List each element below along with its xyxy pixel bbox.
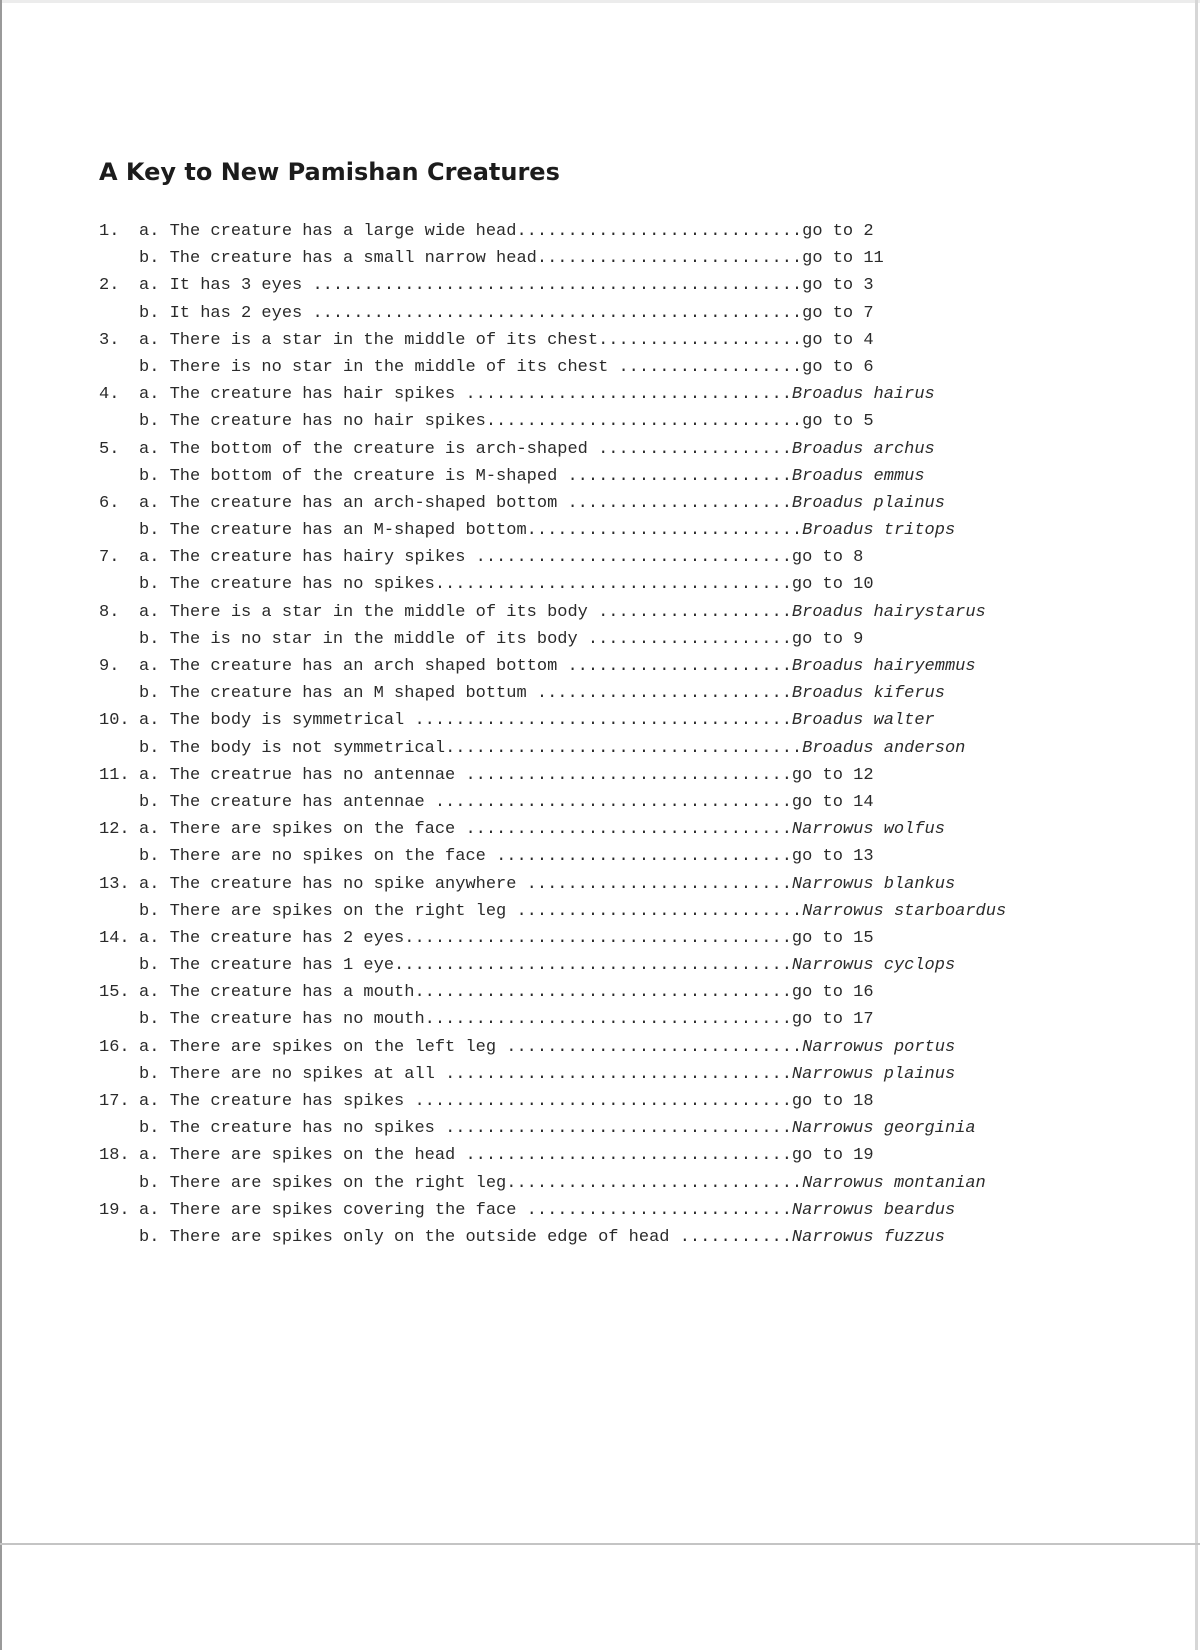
key-line-10a: [99, 707, 1006, 734]
dot-leader: .............................: [506, 1037, 803, 1057]
key-step-number: [99, 517, 139, 544]
key-line-15a: [99, 979, 1006, 1006]
key-line-12b: [99, 843, 1006, 870]
go-to-step: go to 16: [791, 983, 874, 1003]
key-step-number: [99, 789, 139, 816]
dot-leader: ...........................: [526, 521, 803, 541]
key-line-7b: [99, 571, 1006, 598]
species-name: Broadus hairus: [791, 385, 935, 405]
species-name: Narrowus beardus: [791, 1200, 956, 1220]
key-step-number: 4.: [99, 385, 120, 405]
key-line-11b: [99, 789, 1006, 816]
key-line-7a: [99, 544, 1006, 571]
key-option-text: b. The creature has an M shaped bottum: [139, 684, 537, 704]
key-option-text: b. There are no spikes at all: [139, 1064, 446, 1084]
key-step-number: [99, 1224, 139, 1251]
go-to-step: go to 14: [791, 792, 874, 812]
key-line-10b: [99, 735, 1006, 762]
dot-leader: ...............................: [475, 548, 792, 568]
key-option-text: a. There is a star in the middle of its body: [139, 602, 599, 622]
key-step-number: 12.: [99, 820, 130, 840]
key-step-number: 3.: [99, 330, 120, 350]
key-step-number: [99, 1061, 139, 1088]
key-line-18a: [99, 1142, 1006, 1169]
key-line-17b: [99, 1115, 1006, 1142]
key-line-19b: [99, 1224, 1006, 1251]
key-option-text: a. The creature has an arch shaped bottom: [139, 657, 568, 676]
key-option-text: b. The creature has no spikes: [139, 575, 435, 595]
species-name: Narrowus montanian: [802, 1173, 986, 1193]
species-name: Narrowus blankus: [791, 874, 956, 894]
go-to-step: go to 17: [791, 1010, 874, 1030]
key-option-text: b. It has 2 eyes: [139, 303, 313, 323]
key-step-number: [99, 408, 139, 435]
species-name: Broadus kiferus: [791, 684, 945, 704]
key-option-text: a. The creature has hairy spikes: [139, 548, 476, 568]
key-line-14b: [99, 952, 1006, 979]
dot-leader: ................................................: [312, 276, 803, 296]
species-name: Narrowus starboardus: [802, 901, 1007, 921]
go-to-step: go to 4: [802, 330, 874, 350]
key-step-number: 18.: [99, 1146, 130, 1166]
dot-leader: ....................: [598, 330, 803, 350]
key-option-text: b. The bottom of the creature is M-shaped: [139, 466, 568, 486]
dot-leader: ..................................: [445, 1119, 792, 1139]
key-line-16a: [99, 1034, 1006, 1061]
go-to-step: go to 5: [802, 412, 874, 432]
dot-leader: ................................................: [312, 303, 803, 323]
scan-edge-top: [0, 0, 1200, 3]
dot-leader: ...................: [598, 439, 792, 459]
key-option-text: a. It has 3 eyes: [139, 276, 313, 296]
key-option-text: b. There are spikes only on the outside edge of head: [139, 1227, 680, 1247]
dot-leader: .........................: [536, 684, 792, 704]
key-step-number: 6.: [99, 493, 120, 513]
key-step-number: [99, 1170, 139, 1197]
dot-leader: ...................................: [445, 738, 803, 758]
key-option-text: a. The bottom of the creature is arch-shaped: [139, 439, 599, 459]
key-line-13b: [99, 898, 1006, 925]
dot-leader: .............................: [496, 847, 792, 867]
dot-leader: ..................................: [445, 1064, 792, 1084]
go-to-step: go to 3: [802, 276, 874, 296]
dot-leader: ...................: [598, 602, 792, 622]
key-step-number: 19.: [99, 1200, 130, 1220]
key-line-14a: [99, 925, 1006, 952]
dot-leader: ......................: [567, 657, 792, 676]
dot-leader: .....................................: [414, 711, 792, 731]
species-name: Broadus plainus: [791, 493, 945, 513]
dot-leader: ...............................: [485, 412, 803, 432]
key-option-text: b. The creature has no hair spikes: [139, 412, 486, 432]
dot-leader: ....................: [587, 629, 792, 649]
dot-leader: ..........................: [526, 874, 792, 894]
key-option-text: a. The creature has hair spikes: [139, 385, 466, 405]
dot-leader: ......................: [567, 466, 792, 486]
key-step-number: [99, 680, 139, 707]
key-option-text: a. There is a star in the middle of its chest: [139, 330, 599, 350]
dot-leader: ............................: [516, 901, 803, 921]
key-step-number: [99, 735, 139, 762]
key-line-16b: [99, 1061, 1006, 1088]
key-step-number: 17.: [99, 1092, 130, 1111]
key-option-text: b. There is no star in the middle of its chest: [139, 357, 619, 377]
key-option-text: b. The creature has 1 eye: [139, 956, 395, 976]
document-title: A Key to New Pamishan Creatures: [99, 158, 560, 186]
key-line-2a: [99, 272, 1006, 299]
key-option-text: a. There are spikes on the left leg: [139, 1037, 507, 1057]
species-name: Narrowus cyclops: [791, 956, 956, 976]
key-step-number: 14.: [99, 928, 130, 948]
dot-leader: ..........................: [526, 1200, 792, 1220]
species-name: Broadus emmus: [791, 466, 925, 486]
key-line-8a: [99, 599, 1006, 626]
key-line-11a: [99, 762, 1006, 789]
key-step-number: 8.: [99, 602, 120, 622]
key-option-text: b. The creature has an M-shaped bottom: [139, 521, 527, 541]
key-step-number: [99, 245, 139, 272]
key-line-9a: [99, 653, 1006, 680]
scan-edge-right: [1195, 0, 1198, 1650]
species-name: Broadus tritops: [802, 521, 956, 541]
key-option-text: a. There are spikes on the head: [139, 1146, 466, 1166]
dot-leader: ................................: [465, 765, 792, 785]
key-line-18b: [99, 1170, 1006, 1197]
key-option-text: a. The creature has an arch-shaped bottom: [139, 493, 568, 513]
key-option-text: b. The creature has antennae: [139, 792, 435, 812]
key-line-4a: [99, 381, 1006, 408]
species-name: Broadus walter: [791, 711, 935, 731]
species-name: Narrowus georginia: [791, 1119, 976, 1139]
key-option-text: b. There are no spikes on the face: [139, 847, 497, 867]
key-option-text: b. There are spikes on the right leg: [139, 901, 517, 921]
dot-leader: ...................................: [434, 792, 792, 812]
key-step-number: [99, 952, 139, 979]
key-line-17a: [99, 1088, 1006, 1115]
scan-edge-left: [0, 0, 2, 1650]
key-option-text: b. The body is not symmetrical: [139, 738, 446, 758]
go-to-step: go to 6: [802, 357, 874, 377]
key-option-text: b. There are spikes on the right leg: [139, 1173, 507, 1193]
species-name: Broadus archus: [791, 439, 935, 459]
key-line-4b: [99, 408, 1006, 435]
species-name: Narrowus plainus: [791, 1064, 956, 1084]
key-step-number: 15.: [99, 983, 130, 1003]
dot-leader: ................................: [465, 385, 792, 405]
key-option-text: a. The creatrue has no antennae: [139, 765, 466, 785]
go-to-step: go to 7: [802, 303, 874, 323]
dot-leader: ................................: [465, 820, 792, 840]
dot-leader: .....................................: [414, 1092, 792, 1111]
key-line-19a: [99, 1197, 1006, 1224]
dot-leader: ...........: [679, 1227, 792, 1247]
key-line-15b: [99, 1006, 1006, 1033]
key-option-text: b. The creature has a small narrow head: [139, 249, 537, 269]
species-name: Narrowus portus: [802, 1037, 956, 1057]
key-option-text: a. The body is symmetrical: [139, 711, 415, 731]
dot-leader: .....................................: [414, 983, 792, 1003]
key-line-5b: [99, 463, 1006, 490]
key-line-1a: [99, 218, 1006, 245]
key-step-number: 16.: [99, 1037, 130, 1057]
species-name: Broadus hairyemmus: [791, 657, 976, 676]
key-step-number: [99, 1006, 139, 1033]
key-line-8b: [99, 626, 1006, 653]
key-step-number: 2.: [99, 276, 120, 296]
go-to-step: go to 2: [802, 222, 874, 241]
dichotomous-key-list: [99, 218, 1006, 1251]
key-step-number: [99, 843, 139, 870]
go-to-step: go to 8: [791, 548, 864, 568]
key-line-9b: [99, 680, 1006, 707]
key-line-3b: [99, 354, 1006, 381]
go-to-step: go to 18: [791, 1092, 874, 1111]
key-option-text: a. There are spikes on the face: [139, 820, 466, 840]
key-step-number: 5.: [99, 439, 120, 459]
key-option-text: a. The creature has spikes: [139, 1092, 415, 1111]
key-step-number: 1.: [99, 222, 120, 241]
key-option-text: b. The creature has no mouth: [139, 1010, 425, 1030]
species-name: Broadus anderson: [802, 738, 966, 758]
species-name: Narrowus wolfus: [791, 820, 945, 840]
dot-leader: ......................................: [404, 928, 792, 948]
scan-fold-line: [0, 1543, 1200, 1545]
dot-leader: ..................: [618, 357, 803, 377]
go-to-step: go to 12: [791, 765, 874, 785]
key-line-13a: [99, 871, 1006, 898]
go-to-step: go to 11: [802, 249, 884, 269]
key-step-number: [99, 354, 139, 381]
key-line-5a: [99, 436, 1006, 463]
species-name: Narrowus fuzzus: [791, 1227, 945, 1247]
dot-leader: .......................................: [394, 956, 792, 976]
key-step-number: [99, 571, 139, 598]
dot-leader: ..........................: [536, 249, 803, 269]
key-step-number: 11.: [99, 765, 130, 785]
key-option-text: a. The creature has a mouth: [139, 983, 415, 1003]
key-step-number: [99, 898, 139, 925]
key-step-number: [99, 1115, 139, 1142]
dot-leader: ................................: [465, 1146, 792, 1166]
go-to-step: go to 15: [791, 928, 874, 948]
key-step-number: 10.: [99, 711, 130, 731]
dot-leader: ....................................: [424, 1010, 792, 1030]
dot-leader: ......................: [567, 493, 792, 513]
key-step-number: 9.: [99, 657, 120, 676]
key-step-number: [99, 626, 139, 653]
key-option-text: a. The creature has a large wide head: [139, 222, 517, 241]
key-option-text: a. There are spikes covering the face: [139, 1200, 527, 1220]
key-line-12a: [99, 816, 1006, 843]
species-name: Broadus hairystarus: [791, 602, 986, 622]
dot-leader: ............................: [516, 222, 803, 241]
key-option-text: a. The creature has 2 eyes: [139, 928, 405, 948]
dot-leader: .............................: [506, 1173, 803, 1193]
key-step-number: [99, 300, 139, 327]
go-to-step: go to 19: [791, 1146, 874, 1166]
key-option-text: b. The creature has no spikes: [139, 1119, 446, 1139]
key-step-number: 13.: [99, 874, 130, 894]
go-to-step: go to 13: [791, 847, 874, 867]
dot-leader: ...................................: [434, 575, 792, 595]
key-line-3a: [99, 327, 1006, 354]
key-option-text: a. The creature has no spike anywhere: [139, 874, 527, 894]
key-step-number: 7.: [99, 548, 120, 568]
key-line-1b: [99, 245, 1006, 272]
key-option-text: b. The is no star in the middle of its body: [139, 629, 588, 649]
key-line-6a: [99, 490, 1006, 517]
key-line-2b: [99, 300, 1006, 327]
go-to-step: go to 10: [791, 575, 874, 595]
go-to-step: go to 9: [791, 629, 864, 649]
key-step-number: [99, 463, 139, 490]
key-line-6b: [99, 517, 1006, 544]
